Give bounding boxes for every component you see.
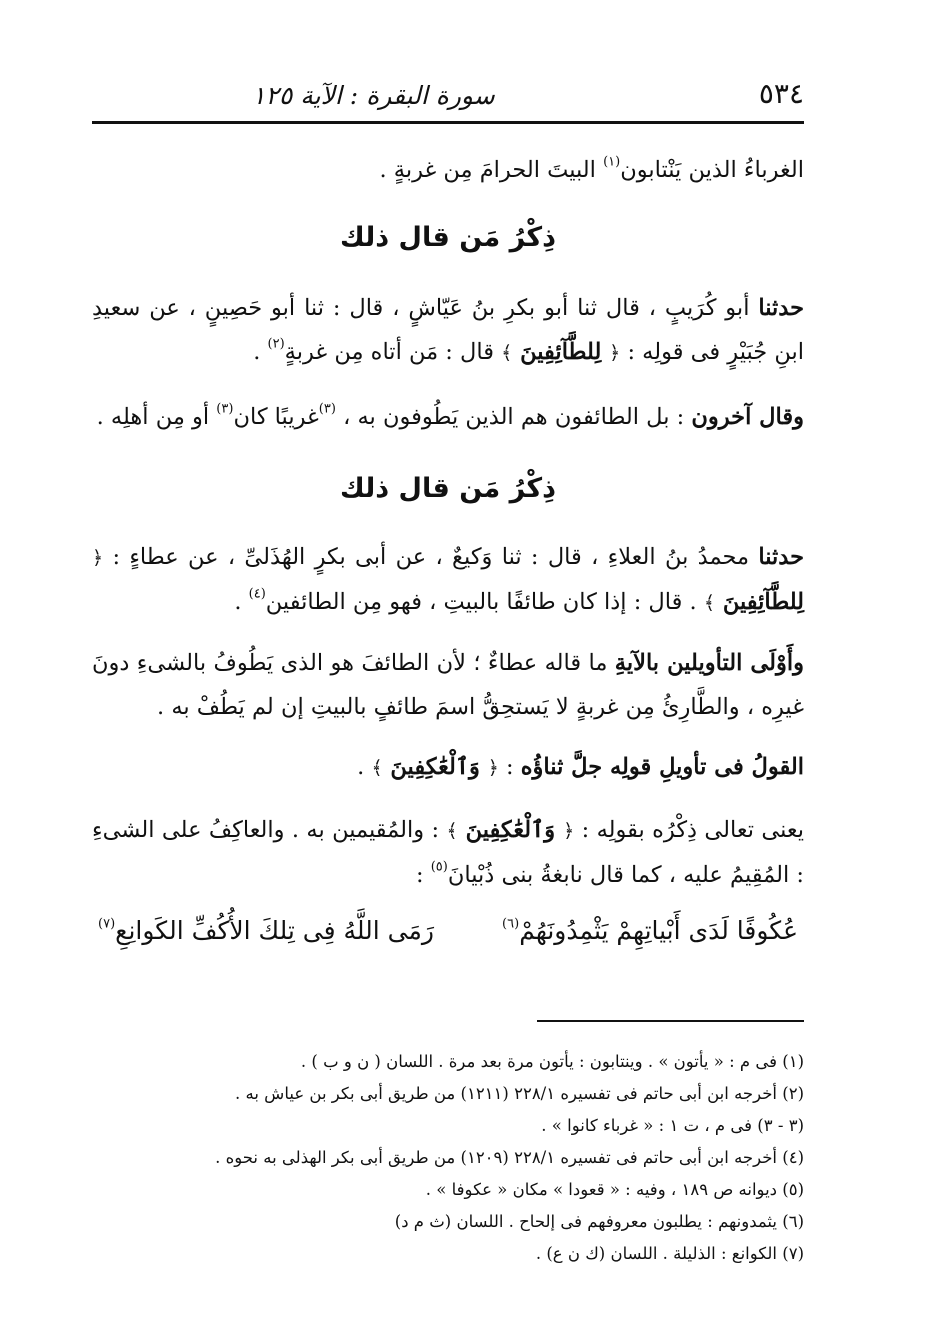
paragraph-1	[92, 148, 804, 192]
paragraph-3	[92, 395, 804, 439]
footnote-ref-3-open: (٣)	[318, 401, 336, 417]
quran-bracket-close: ﴾	[371, 757, 383, 779]
header-rule	[92, 121, 804, 124]
paragraph-3-text-b: غريبًا كان	[233, 404, 319, 430]
paragraph-2-text-b: قال : مَن أتاه مِن غربةٍ	[284, 339, 502, 365]
paragraph-7	[92, 808, 804, 897]
footnote-6: (٦) يثمدونهم : يطلبون معروفهم فى إلحاح . اللسان (ث م د)	[394, 1212, 804, 1231]
paragraph-5-text-a: ما قاله عطاءٌ ؛ لأن الطائفَ هو الذى يَطُوفُ بالشىءِ دونَ غيرِه ، والطَّارِئُ مِن غربةٍ لا يَستحِقُّ اسمَ طائفٍ بالبيتِ إن لم يَطُفْ به .	[92, 650, 804, 720]
poetry-verse	[92, 909, 804, 953]
paragraph-7-text-a: يعنى تعالى ذِكْرُه بقولِه :	[574, 817, 805, 843]
paragraph-6-lead: القولُ فى تأويلِ قولِه جلَّ ثناؤُه	[520, 754, 804, 780]
footnote-separator	[537, 1020, 804, 1022]
footnote-ref-4: (٤)	[248, 586, 266, 602]
quran-phrase: لِلطَّآئِفِينَ	[512, 339, 610, 365]
footnote-7: (٧) الكوانع : الذليلة . اللسان (ك ن ع) .	[535, 1244, 804, 1263]
paragraph-6-text-a: :	[498, 754, 521, 780]
footnote-ref-6: (٦)	[502, 916, 520, 932]
paragraph-2-lead: حدثنا	[758, 295, 804, 321]
quran-bracket-close: ﴾	[703, 592, 715, 614]
quran-bracket-close: ﴾	[446, 820, 458, 842]
verse-hemistich-first	[98, 909, 434, 953]
footnote-1: (١) فى م : « يأتون » . وينتابون : يأتون مرة بعد مرة . اللسان ( ن و ب ) .	[300, 1052, 804, 1071]
section-heading-1: ذِكْرُ مَن قال ذلك	[340, 222, 556, 253]
paragraph-4-lead: حدثنا	[758, 544, 804, 570]
paragraph-2-text-a: أبو كُرَيبٍ ، قال ثنا أبو بكرِ بنُ عَيّاشٍ ، قال : ثنا أبو حَصِينٍ ، عن سعيدِ ابنِ جُبَيْرٍ فى قولِه :	[92, 295, 804, 365]
quran-bracket-open: ﴿	[609, 342, 621, 364]
quran-phrase: وَٱلْعَٰكِفِينَ	[457, 817, 564, 843]
quran-bracket-open: ﴿	[92, 547, 104, 569]
page-header	[92, 62, 804, 110]
footnote-ref-3-close: (٣)	[216, 401, 234, 417]
page-number: ٥٣٤	[758, 77, 804, 110]
quran-bracket-open: ﴿	[563, 820, 575, 842]
footnote-ref-5: (٥)	[430, 859, 448, 875]
paragraph-5-lead: وأَوْلَى التأويلين بالآيةِ	[614, 650, 804, 676]
paragraph-2-text-c: .	[253, 339, 268, 365]
footnote-ref-7: (٧)	[98, 916, 116, 932]
paragraph-3-text-c: أو مِن أهلِه .	[96, 404, 217, 430]
footnote-3: (٣ - ٣) فى م ، ت ١ : « غرباء كانوا » .	[541, 1116, 804, 1135]
quran-bracket-close: ﴾	[501, 342, 513, 364]
quran-phrase: لِلطَّآئِفِينَ	[714, 589, 804, 615]
paragraph-5	[92, 641, 804, 729]
footnote-4: (٤) أخرجه ابن أبى حاتم فى تفسيره ٢٢٨/١ (١٢٠٩) من طريق أبى بكر الهذلى به نحوه .	[215, 1148, 804, 1167]
quran-bracket-open: ﴿	[487, 757, 499, 779]
footnote-ref-2: (٢)	[267, 336, 285, 352]
footnote-5: (٥) ديوانه ص ١٨٩ ، وفيه : « قعودا » مكان « عكوفا » .	[425, 1180, 804, 1199]
paragraph-6-text-b: .	[357, 754, 372, 780]
paragraph-3-lead: وقال آخرون	[691, 404, 804, 430]
paragraph-1-text-a: الغرباءُ الذين يَنْتابون	[620, 157, 804, 183]
paragraph-1-text-b: البيتَ الحرامَ مِن غربةٍ .	[379, 157, 604, 183]
quran-phrase: وَٱلْعَٰكِفِينَ	[382, 754, 488, 780]
paragraph-4-text-a: محمدُ بنُ العلاءِ ، قال : ثنا وَكيعٌ ، عن أبى بكرٍ الهُذَلىِّ ، عن عطاءٍ :	[103, 544, 759, 570]
paragraph-6	[92, 745, 804, 790]
verse-hemistich-second-text: عُكُوفًا لَدَى أَبْياتِهِمْ يَثْمِدُونَهُمْ	[519, 916, 798, 945]
footnotes	[92, 1046, 804, 1270]
paragraph-4	[92, 535, 804, 625]
paragraph-3-text-a: : بل الطائفون هم الذين يَطُوفون به ،	[335, 404, 692, 430]
paragraph-7-text-b: : والمُقيمين به . والعاكِفُ على الشىءِ : المُقِيمُ عليه ، كما قال نابغةُ بنى ذُبْيانَ	[92, 817, 804, 888]
verse-hemistich-second	[502, 909, 798, 953]
paragraph-7-text-c: :	[415, 862, 431, 888]
footnote-ref-1: (١)	[603, 154, 621, 170]
paragraph-4-text-c: .	[234, 589, 249, 615]
main-text	[92, 148, 804, 953]
verse-hemistich-first-text: رَمَى اللَّهُ فِى تِلكَ الأُكُفِّ الكَوانِعِ	[115, 916, 434, 945]
running-title: سورة البقرة : الآية ١٢٥	[252, 81, 495, 110]
paragraph-4-text-b: . قال : إذا كان طائفًا بالبيتِ ، فهو مِن الطائفين	[265, 589, 704, 615]
footnote-2: (٢) أخرجه ابن أبى حاتم فى تفسيره ٢٢٨/١ (١٢١١) من طريق أبى بكر بن عياش به .	[235, 1084, 804, 1103]
paragraph-2	[92, 286, 804, 375]
section-heading-2: ذِكْرُ مَن قال ذلك	[340, 473, 556, 504]
